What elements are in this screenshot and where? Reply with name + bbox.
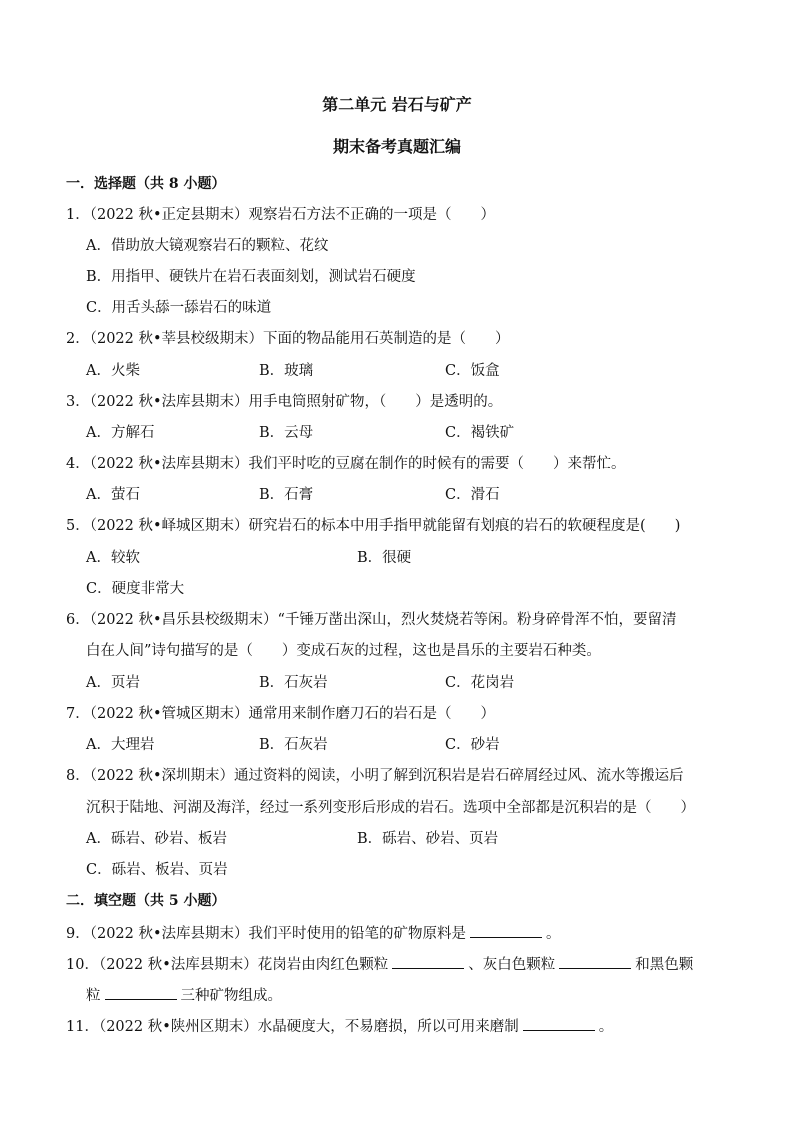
- question-6-option-a: A．页岩: [86, 675, 140, 691]
- question-3-option-b: B．云母: [259, 425, 314, 441]
- question-1-stem: 1．（2022 秋•正定县期末）观察岩石方法不正确的一项是（ ）: [66, 207, 496, 223]
- answer-blank[interactable]: [523, 1016, 595, 1031]
- question-3-option-c: C．褐铁矿: [445, 425, 515, 441]
- question-10-line-1: [66, 954, 693, 975]
- question-8-stem-line-2: 沉积于陆地、河湖及海洋，经过一系列变形后形成的岩石。选项中全部都是沉积岩的是（ ）: [86, 800, 695, 816]
- answer-blank[interactable]: [470, 923, 542, 938]
- question-10-text-mid-2: 和黑色颗: [635, 957, 694, 973]
- question-9-text: 9．（2022 秋•法库县期末）我们平时使用的铅笔的矿物原料是: [66, 926, 467, 942]
- question-8-option-a: A．砾岩、砂岩、板岩: [86, 831, 227, 847]
- answer-blank[interactable]: [392, 954, 464, 969]
- answer-blank[interactable]: [105, 985, 177, 1000]
- question-10-end: 三种矿物组成。: [180, 988, 282, 1004]
- question-6-option-c: C．花岗岩: [445, 675, 515, 691]
- question-10-line-2: [86, 985, 282, 1006]
- answer-blank[interactable]: [559, 954, 631, 969]
- question-5-stem: 5．（2022 秋•峄城区期末）研究岩石的标本中用手指甲就能留有划痕的岩石的软硬程度是( ): [66, 518, 681, 534]
- question-11-end: 。: [598, 1019, 614, 1035]
- question-9: [66, 923, 561, 944]
- section-choice-heading: 一．选择题（共 8 小题）: [66, 176, 226, 192]
- question-4-option-c: C．滑石: [445, 487, 500, 503]
- question-4-option-b: B．石膏: [259, 487, 314, 503]
- question-10-text-line-2: 粒: [86, 988, 101, 1004]
- question-9-end: 。: [546, 926, 561, 942]
- question-7-stem: 7．（2022 秋•管城区期末）通常用来制作磨刀石的岩石是（ ）: [66, 706, 496, 722]
- question-1-option-a: A．借助放大镜观察岩石的颗粒、花纹: [86, 238, 329, 254]
- question-1-option-b: B．用指甲、硬铁片在岩石表面刻划，测试岩石硬度: [86, 269, 416, 285]
- question-6-stem-line-1: 6．（2022 秋•昌乐县校级期末）“千锤万凿出深山，烈火焚烧若等闲。粉身碎骨浑不怕，要留清: [66, 612, 677, 628]
- question-5-option-b: B．很硬: [357, 550, 412, 566]
- question-4-stem: 4．（2022 秋•法库县期末）我们平时吃的豆腐在制作的时候有的需要（ ）来帮忙。: [66, 456, 626, 472]
- question-11: [66, 1016, 613, 1037]
- question-7-option-a: A．大理岩: [86, 737, 155, 753]
- page-subtitle: 期末备考真题汇编: [332, 137, 461, 156]
- page-title: 第二单元 岩石与矿产: [322, 95, 472, 114]
- question-7-option-c: C．砂岩: [445, 737, 500, 753]
- section-fill-heading: 二．填空题（共 5 小题）: [66, 893, 226, 909]
- question-5-option-c: C．硬度非常大: [86, 581, 185, 597]
- question-2-option-a: A．火柴: [86, 363, 140, 379]
- question-1-option-c: C．用舌头舔一舔岩石的味道: [86, 300, 272, 316]
- question-2-stem: 2．（2022 秋•莘县校级期末）下面的物品能用石英制造的是（ ）: [66, 331, 510, 347]
- question-3-stem: 3．（2022 秋•法库县期末）用手电筒照射矿物，（ ）是透明的。: [66, 394, 503, 410]
- question-6-stem-line-2: 白在人间”诗句描写的是（ ）变成石灰的过程，这也是昌乐的主要岩石种类。: [86, 643, 601, 659]
- question-10-text-mid-1: 、灰白色颗粒: [468, 957, 556, 973]
- question-2-option-b: B．玻璃: [259, 363, 314, 379]
- question-6-option-b: B．石灰岩: [259, 675, 328, 691]
- question-3-option-a: A．方解石: [86, 425, 155, 441]
- question-8-option-b: B．砾岩、砂岩、页岩: [357, 831, 499, 847]
- question-5-option-a: A．较软: [86, 550, 140, 566]
- question-8-stem-line-1: 8．（2022 秋•深圳期末）通过资料的阅读，小明了解到沉积岩是岩石碎屑经过风、流水等搬运后: [66, 768, 684, 784]
- question-10-text: 10．（2022 秋•法库县期末）花岗岩由肉红色颗粒: [66, 957, 389, 973]
- question-7-option-b: B．石灰岩: [259, 737, 328, 753]
- question-11-text: 11．（2022 秋•陕州区期末）水晶硬度大，不易磨损，所以可用来磨制: [66, 1019, 519, 1035]
- question-2-option-c: C．饭盒: [445, 363, 500, 379]
- question-4-option-a: A．萤石: [86, 487, 140, 503]
- question-8-option-c: C．砾岩、板岩、页岩: [86, 862, 228, 878]
